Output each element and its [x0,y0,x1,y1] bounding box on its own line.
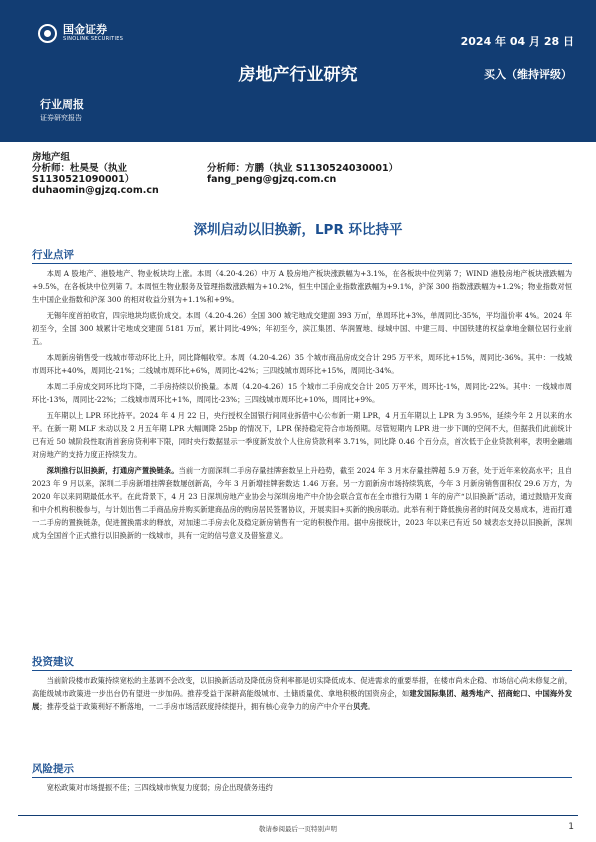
section-invest [32,655,572,713]
review-para-4: 本周二手房成交同环比均下降，二手房持续以价换量。本周（4.20-4.26）15 个城市二手房成交合计 205 万平米，周环比-1%，周同比-22%。其中：一线城市周环比-13%，周同比-22%；二线城市周环比+1%，周同比-23%；三四线城市周环比+10%，周同比+9%。 [32,382,572,404]
page-number: 1 [568,822,574,832]
review-para-6 [32,464,572,542]
logo-icon [38,24,57,43]
review-para-3: 本周新房销售受一线城市带动环比上升，同比降幅收窄。本周（4.20-4.26）35 个城市商品房成交合计 295 万平米，周环比+15%，周同比-36%。其中：一线城市周环比+40%，周同比-21%；二线城市周环比+6%，周同比-42%；三四线城市周环比+15%，周同比-34%。 [32,353,572,375]
invest-text-1: 当前阶段楼市政策持续宽松的主基调不会改变，以旧换新活动及降低房贷利率都是切实降低成本、促进需求的重要举措，在楼市尚未企稳、市场信心尚未修复之前，高能级城市政策进一步出台仍有望进一步加码。推荐受益于深耕高能级城市、土储质量优、拿地积极的国资房企，如 [32,676,572,698]
review-para-6-lead: 深圳推行以旧换新，打通房产置换链条。 [46,466,179,475]
invest-text-2: ；推荐受益于政策利好不断落地，一二手房市场活跃度持续提升，拥有核心竞争力的房产中介平台 [39,702,354,711]
report-subtype: 证券研究报告 [40,114,82,122]
report-type: 行业周报 [40,98,84,111]
section-title-review: 行业点评 [32,248,572,264]
analyst-2-email[interactable]: fang_peng@gjzq.com.cn [207,174,337,185]
analyst-block [32,152,572,196]
section-title-risk: 风险提示 [32,762,572,778]
footer-disclaimer: 敬请参阅最后一页特别声明 [259,825,337,833]
report-date: 2024 年 04 月 28 日 [460,35,574,48]
section-risk [32,762,572,794]
footer-divider [18,815,578,816]
review-para-6-body: 当前一方面深圳二手房存量挂牌套数呈上升趋势，截至 2024 年 3 月末存量挂牌超 5.9 万套，处于近年来较高水平；且自 2023 年 9 月以来，深圳二手房新增挂牌套数屡创新高，今年 3 月新增挂牌套数达 1.46 万套。另一方面新房市场持续筑底，今年 3 月新房销售面积仅 29.6 万方，为 2020 年以来同期最低水平。在此背景下，4 月 23 日深圳房地产业协会与深圳房地产中介协会联合宣布在全市推行为期 1 年的房产“以旧换新”活动，通过鼓励开发商和中介机构积极参与，与计划出售二手商品房并购买新建商品房的购房居民签署协议，开展卖旧+买新的换房联动。此举有利于降低换房者的时间及交易成本，进而打通一二手房的置换链条，促进置换需求的释放，对加速二手房去化及稳定新房销售有一定的积极作用。据中房报统计，2023 年以来已有近 50 城表态支持以旧换新，深圳成为全国首个正式推行以旧换新的一线城市，具有一定的信号意义及借鉴意义。 [32,466,572,540]
logo-cn: 国金证券 [63,23,107,36]
company-logo [38,24,123,43]
report-title: 房地产行业研究 [238,65,358,85]
analyst-2-label: 分析师：方鹏（执业 S1130524030001） [207,163,399,174]
logo-en: SINOLINK SECURITIES [63,36,124,42]
review-para-1: 本周 A 股地产、港股地产、物业板块均上涨。本周（4.20-4.26）中万 A 股房地产板块涨跌幅为+3.1%，在各板块中位列第 7；WIND 港股房地产板块涨跌幅为+9.5%，在各板块中位列第 7。本周恒生物业服务及管理指数涨跌幅为+10.2%，恒生中国企业指数涨跌幅为+9.1%，沪深 300 指数涨跌幅为+1.2%；物业指数对恒生中国企业指数和沪深 300 的相对收益分别为+1.1%和+9%。 [32,269,572,304]
rating-label: 买入（维持评级） [484,68,572,81]
invest-recommend-beike: 贝壳 [353,702,368,711]
section-title-invest: 投资建议 [32,655,572,671]
header-band [0,0,596,142]
review-para-2: 无锡年度首拍收官，四宗地块均底价成交。本周（4.20-4.26）全国 300 城宅地成交建面 393 万㎡，单周环比+3%，单周同比-35%，平均溢价率 4%。2024 年初至今，全国 300 城累计宅地成交建面 5181 万㎡，累计同比-49%；年初至今，滨江集团、华润置地、绿城中国、中建三局、中国铁建的权益拿地金额位居行业前五。 [32,311,572,346]
invest-text-3: 。 [367,702,375,711]
invest-para-1 [32,674,572,713]
analyst-1-email[interactable]: duhaomin@gjzq.com.cn [32,185,159,196]
risk-para-1: 宽松政策对市场提振不佳；三四线城市恢复力度弱；房企出现债务违约 [46,783,273,792]
analyst-1-cert: S1130521090001） [32,174,135,185]
review-para-5: 五年期以上 LPR 环比持平。2024 年 4 月 22 日，央行授权全国银行间同业拆借中心公布新一期 LPR，4 月五年期以上 LPR 为 3.95%，延续今年 2 月以来的水平。在新一期 MLF 未动以及 2 月五年期 LPR 大幅调降 25bp 的情况下，LPR 保持稳定符合市场预期。尽管短期内 LPR 进一步下调的空间不大，但据我们此前统计已有近 50 城阶段性取消首套房贷利率下限，同时央行数据显示一季度新发放个人住房贷款利率 3.71%，同比降 0.46 个百分点，首次低于企业贷款利率，表明金融端对房地产的支持力度正持续发力。 [32,411,572,459]
invest-recommend-list: 建发国际集团、越秀地产、招商蛇口、中国海外发展 [32,689,572,711]
section-review [32,248,572,542]
analyst-1-label: 分析师：杜昊旻（执业 [32,163,128,174]
headline: 深圳启动以旧换新，LPR 环比持平 [193,222,403,238]
analyst-group: 房地产组 [32,152,71,163]
